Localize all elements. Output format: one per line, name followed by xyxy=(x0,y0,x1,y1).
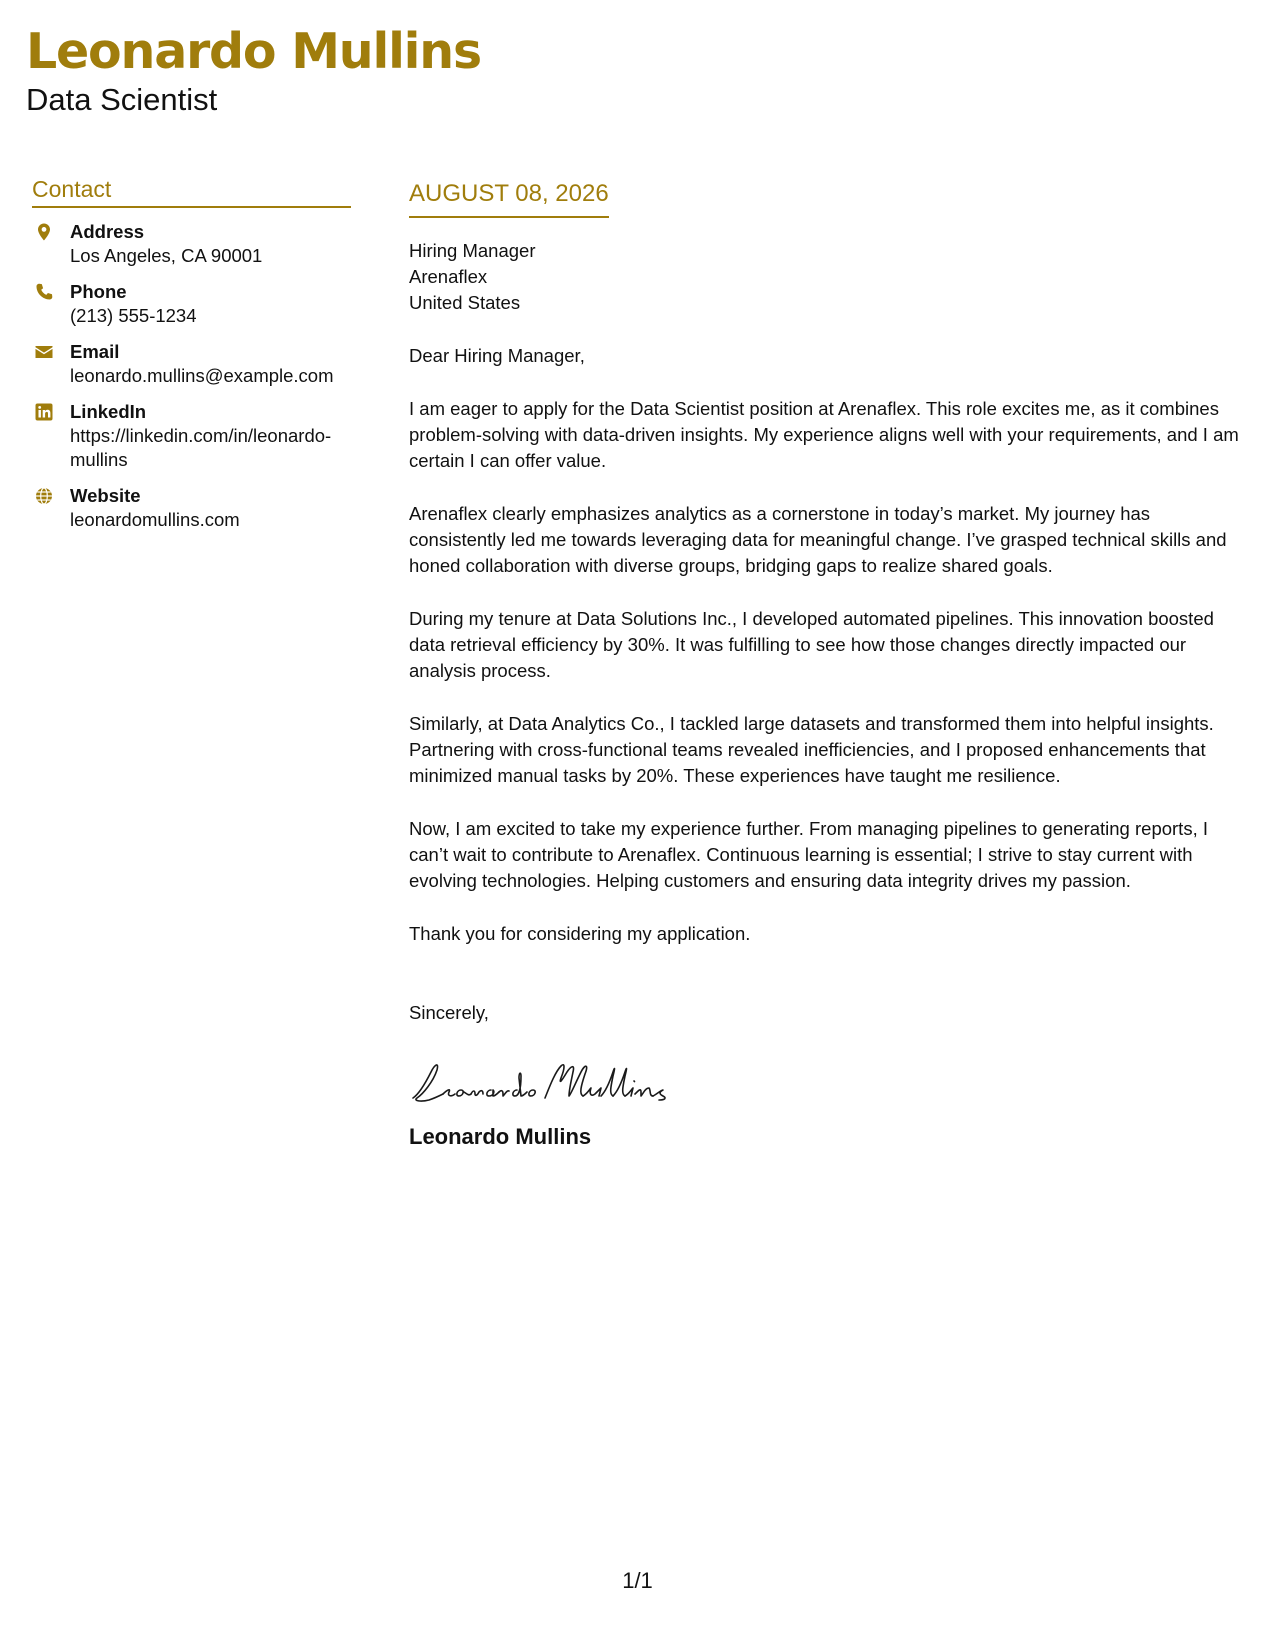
phone-icon xyxy=(32,280,70,328)
recipient-block xyxy=(409,238,1249,316)
recipient-line: Hiring Manager xyxy=(409,240,536,261)
page-number: 1/1 xyxy=(622,1568,653,1593)
contact-label: Address xyxy=(70,221,145,242)
letter-paragraph: Similarly, at Data Analytics Co., I tackled large datasets and transformed them into helpful insights. Partnering with cross-functional teams revealed inefficiencies, and I proposed enhancements that minimized manual tasks by 20%. These experiences have taught me resilience. xyxy=(409,713,1214,786)
handwritten-signature xyxy=(409,1054,1249,1110)
signer-name: Leonardo Mullins xyxy=(409,1124,592,1149)
contact-item-phone xyxy=(32,280,351,328)
salutation: Dear Hiring Manager, xyxy=(409,345,585,366)
contact-value: leonardomullins.com xyxy=(70,509,240,530)
recipient-line: United States xyxy=(409,292,521,313)
contact-label: Website xyxy=(70,485,141,506)
contact-item-address xyxy=(32,220,351,268)
contact-label: Phone xyxy=(70,281,127,302)
contact-sidebar xyxy=(32,173,351,532)
letter-paragraph: Thank you for considering my application. xyxy=(409,923,751,944)
contact-value: leonardo.mullins@example.com xyxy=(70,365,334,386)
contact-label: Email xyxy=(70,341,120,362)
letter-body xyxy=(409,178,1249,1152)
letter-paragraph: Now, I am excited to take my experience further. From managing pipelines to generating reports, I can’t wait to contribute to Arenaflex. Continuous learning is essential; I strive to stay current with evolving technologies. Helping customers and ensuring data integrity drives my passion. xyxy=(409,818,1208,891)
globe-icon xyxy=(32,484,70,532)
linkedin-icon xyxy=(32,400,70,472)
job-title: Data Scientist xyxy=(26,82,218,117)
contact-item-email xyxy=(32,340,351,388)
applicant-name: Leonardo Mullins xyxy=(26,23,481,80)
contact-value: (213) 555-1234 xyxy=(70,305,197,326)
envelope-icon xyxy=(32,340,70,388)
contact-item-linkedin xyxy=(32,400,351,472)
recipient-line: Arenaflex xyxy=(409,266,488,287)
contact-heading: Contact xyxy=(32,173,351,208)
contact-label: LinkedIn xyxy=(70,401,147,422)
letter-paragraph: Arenaflex clearly emphasizes analytics as a cornerstone in today’s market. My journey has consistently led me towards leveraging data for meaningful change. I’ve grasped technical skills and honed collaboration with diverse groups, bridging gaps to realize shared goals. xyxy=(409,503,1227,576)
letter-paragraph: I am eager to apply for the Data Scientist position at Arenaflex. This role excites me, as it combines problem-solving with data-driven insights. My experience aligns well with your requirements, and I am certain I can offer value. xyxy=(409,398,1239,471)
letter-date: AUGUST 08, 2026 xyxy=(409,178,609,218)
contact-value: https://linkedin.com/in/leonardo-mullins xyxy=(70,425,332,470)
closing: Sincerely, xyxy=(409,1002,489,1023)
map-pin-icon xyxy=(32,220,70,268)
contact-item-website xyxy=(32,484,351,532)
letter-header xyxy=(26,22,481,118)
letter-paragraph: During my tenure at Data Solutions Inc., I developed automated pipelines. This innovation boosted data retrieval efficiency by 30%. It was fulfilling to see how those changes directly impacted our analysis process. xyxy=(409,608,1214,681)
contact-value: Los Angeles, CA 90001 xyxy=(70,245,263,266)
